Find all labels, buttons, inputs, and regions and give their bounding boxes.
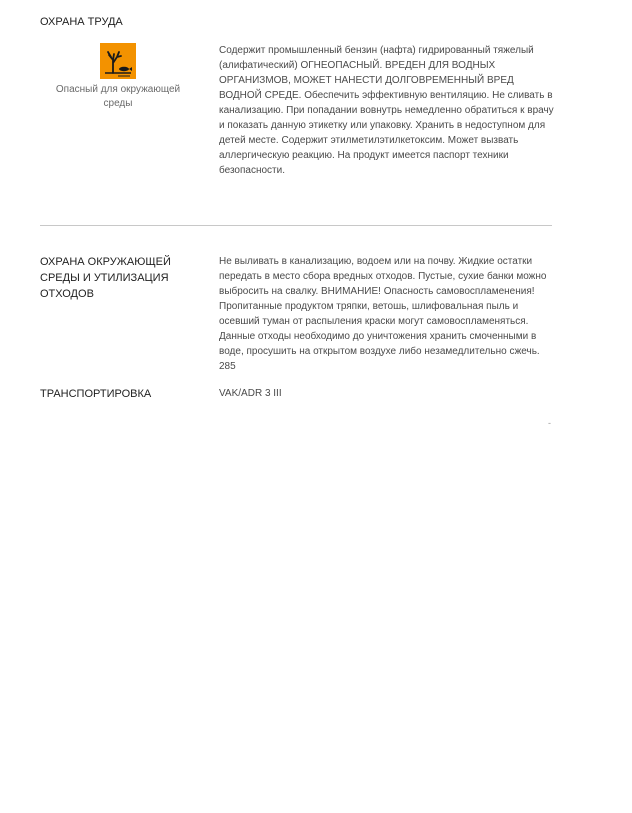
hazard-pictogram-block xyxy=(44,43,192,111)
section-heading-occupational-safety: ОХРАНА ТРУДА xyxy=(40,16,123,28)
transport-text: VAK/ADR 3 III xyxy=(219,388,282,399)
environmental-hazard-icon xyxy=(100,43,136,79)
occupational-safety-text: Содержит промышленный бензин (нафта) гидрированный тяжелый (алифатический) ОГНЕОПАСНЫЙ. ВРЕДЕН ДЛЯ ВОДНЫХ ОРГАНИЗМОВ, МОЖЕТ НАНЕСТИ ДОЛГОВРЕМЕННЫЙ ВРЕД ВОДНОЙ СРЕДЕ. Обеспечить эффективную вентиляцию. Не сливать в канализацию. При попадании вовнутрь немедленно обратиться к врачу и показать данную этикетку или упаковку. Хранить в недоступном для детей месте. Содержит этилметилэтилкетоксим. Может вызвать аллергическую реакцию. На продукт имеется паспорт техники безопасности. xyxy=(219,45,554,176)
section-heading-transport: ТРАНСПОРТИРОВКА xyxy=(40,388,152,400)
section-heading-environment-waste: ОХРАНА ОКРУЖАЮЩЕЙ СРЕДЫ И УТИЛИЗАЦИЯ ОТХОДОВ xyxy=(40,256,171,300)
hazard-caption: Опасный для окружающей среды xyxy=(55,84,181,109)
environment-waste-text: Не выливать в канализацию, водоем или на почву. Жидкие остатки передать в место сбора вредных отходов. Пустые, сухие банки можно выбросить на свалку. ВНИМАНИЕ! Опасность самовоспламенения! Пропитанные продуктом тряпки, ветошь, шлифовальная пыль и осевший туман от распыления краски могут самовоспламеняться. Данные отходы необходимо до уничтожения хранить смоченными в воде, просушить на открытом воздухе либо незамедлительно сжечь. 285 xyxy=(219,256,547,372)
page-mark: - xyxy=(548,418,551,428)
section-divider xyxy=(40,225,552,226)
